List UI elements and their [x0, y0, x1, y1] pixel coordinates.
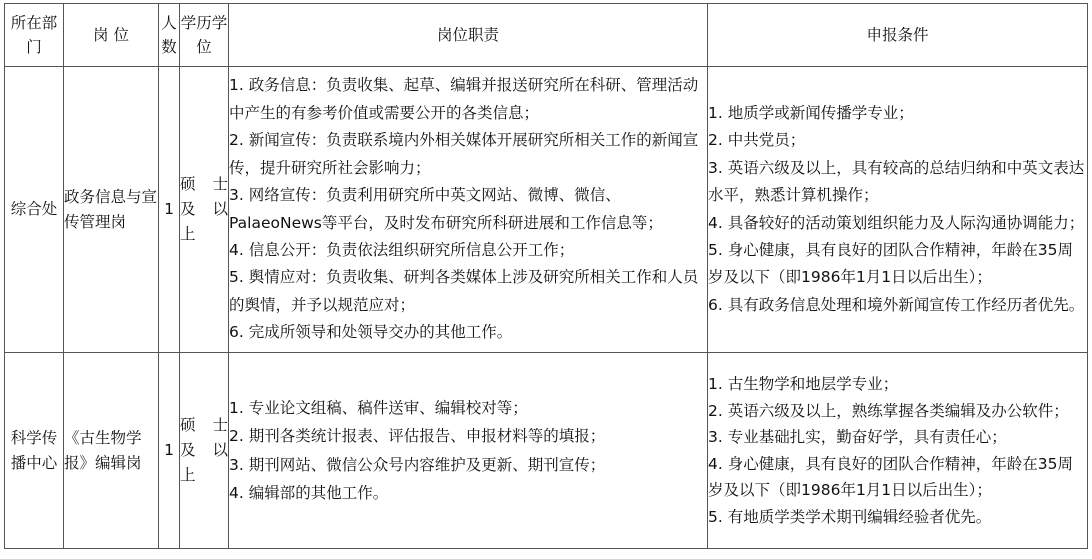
- cell-dept: 科学传播中心: [5, 353, 64, 549]
- cell-duties: [229, 353, 708, 549]
- requirement-item: 6. 具有政务信息处理和境外新闻宣传工作经历者优先。: [708, 295, 1085, 314]
- requirement-item: 4. 身心健康，具有良好的团队合作精神，年龄在35周岁及以下（即1986年1月1日以后出生）；: [708, 454, 1073, 499]
- header-edu: 学历学位: [180, 4, 229, 67]
- header-count: 人数: [159, 4, 180, 67]
- duty-item: 4. 信息公开：负责依法组织研究所信息公开工作；: [229, 240, 575, 259]
- requirement-item: 3. 专业基础扎实，勤奋好学，具有责任心；: [708, 428, 1007, 446]
- duty-item: 3. 期刊网站、微信公众号内容维护及更新、期刊宣传；: [229, 455, 606, 474]
- duty-item: 1. 专业论文组稿、稿件送审、编辑校对等；: [229, 398, 528, 417]
- duty-item: 6. 完成所领导和处领导交办的其他工作。: [229, 323, 513, 342]
- cell-edu: 硕 士 及 以 上: [180, 353, 229, 549]
- table-row: [5, 67, 1088, 353]
- duty-item: 1. 政务信息：负责收集、起草、编辑并报送研究所在科研、管理活动中产生的有参考价值或需要公开的各类信息；: [229, 76, 699, 122]
- header-duties: 岗位职责: [229, 4, 708, 67]
- cell-dept: 综合处: [5, 67, 64, 353]
- requirement-item: 5. 有地质学类学术期刊编辑经验者优先。: [708, 507, 992, 526]
- requirement-item: 3. 英语六级及以上，具有较高的总结归纳和中英文表达水平，熟悉计算机操作；: [708, 158, 1085, 205]
- header-dept: 所在部门: [5, 4, 64, 67]
- requirement-item: 2. 英语六级及以上，熟练掌握各类编辑及办公软件；: [708, 401, 1069, 420]
- cell-count: 1: [159, 353, 180, 549]
- cell-position: 政务信息与宣传管理岗: [64, 67, 159, 353]
- cell-requirements: [708, 353, 1088, 549]
- table-header-row: [5, 4, 1088, 67]
- cell-duties: [229, 67, 708, 353]
- cell-position: 《古生物学报》编辑岗: [64, 353, 159, 549]
- recruitment-table: [4, 3, 1088, 549]
- header-position: 岗 位: [64, 4, 159, 67]
- cell-count: 1: [159, 67, 180, 353]
- cell-requirements: [708, 67, 1088, 353]
- cell-edu: 硕 士 及 以 上: [180, 67, 229, 353]
- duty-item: 5. 舆情应对：负责收集、研判各类媒体上涉及研究所相关工作和人员的舆情，并予以规范应对；: [229, 268, 699, 314]
- duty-item: 2. 期刊各类统计报表、评估报告、申报材料等的填报；: [229, 427, 606, 445]
- requirement-item: 2. 中共党员；: [708, 131, 806, 150]
- requirement-item: 1. 古生物学和地层学专业；: [708, 375, 899, 393]
- duty-item: 4. 编辑部的其他工作。: [229, 484, 389, 502]
- duty-item: 3. 网络宣传：负责利用研究所中英文网站、微博、微信、PalaeoNews等平台，及时发布研究所科研进展和工作信息等；: [229, 186, 663, 232]
- table-row: [5, 353, 1088, 549]
- header-requirements: 申报条件: [708, 4, 1088, 67]
- requirement-item: 1. 地质学或新闻传播学专业；: [708, 103, 914, 122]
- duty-item: 2. 新闻宣传：负责联系境内外相关媒体开展研究所相关工作的新闻宣传，提升研究所社会影响力；: [229, 131, 699, 177]
- requirement-item: 5. 身心健康，具有良好的团队合作精神，年龄在35周岁及以下（即1986年1月1日以后出生）；: [708, 240, 1073, 287]
- requirement-item: 4. 具备较好的活动策划组织能力及人际沟通协调能力；: [708, 213, 1085, 232]
